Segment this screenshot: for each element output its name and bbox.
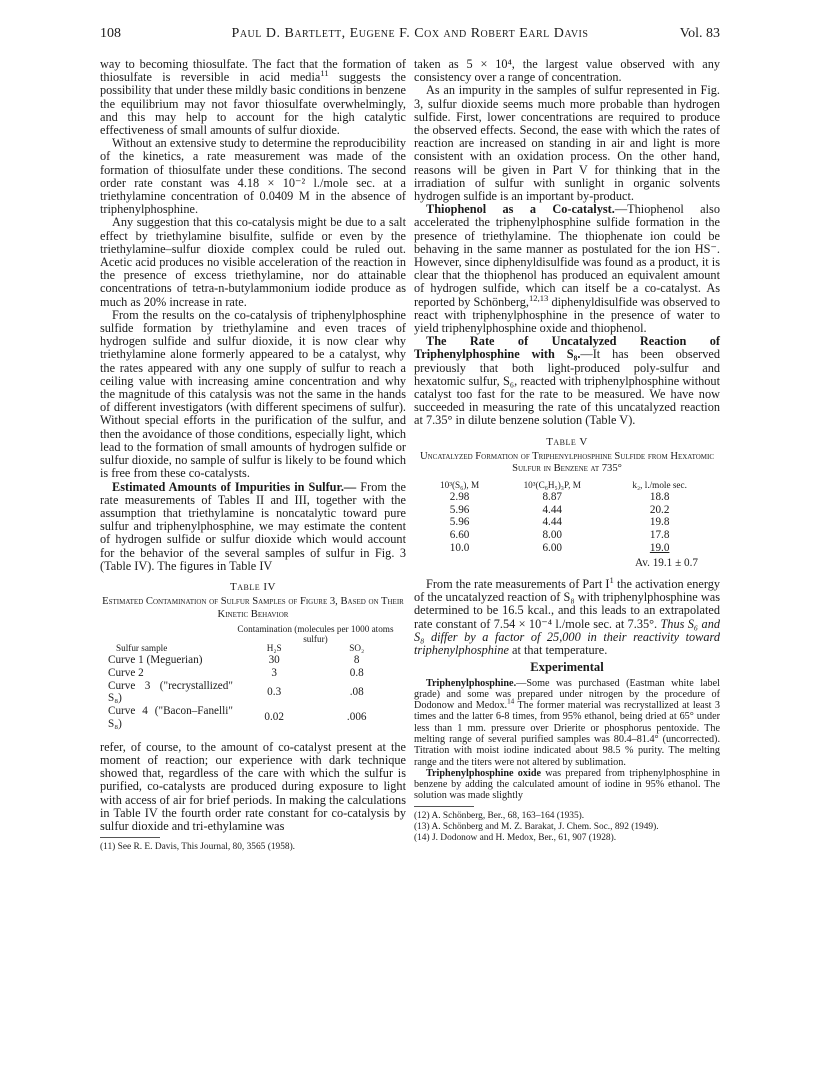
table-header: k₂, l./mole sec. [632, 479, 687, 490]
table-row: 2.98 8.87 18.8 [449, 490, 670, 503]
volume-label: Vol. 83 [679, 26, 720, 41]
footnote-11: (11) See R. E. Davis, This Journal, 80, 3565 (1958). [100, 842, 296, 853]
footnote-14: (14) J. Dodonow and H. Medox, Ber., 61, 907 (1928). [414, 832, 617, 843]
table-label: Table V [546, 435, 588, 448]
paragraph: Any suggestion that this co-catalysis might be due to a salt effect by triethylamine bisulfite, sulfide or even by the triethylamine–sulfur dioxide complex could be ruled out. Acetic acid produces no visible acceleration of the reaction in the presence of excess triethylamine, nor do attainable concentrations of tetra-n-butylammonium iodide produce as much as 20% increase in rate. [100, 215, 406, 309]
paragraph: taken as 5 × 10⁴, the largest value observed with any consistency over a range of concentration. [414, 57, 720, 85]
table-row: 10.0 6.00 19.0 [449, 542, 670, 555]
table-iv [108, 625, 398, 731]
section-heading: Estimated Amounts of Impurities in Sulfur.— [112, 479, 357, 494]
table-row: Curve 1 (Meguerian) 30 8 [108, 653, 360, 666]
paragraph: Without an extensive study to determine the reproducibility of the kinetics, a rate measurement was made of the formation of thiosulfate under these conditions. The second order rate constant was 4.18 × 10⁻² l./mole sec. at a triethylamine concentration of 0.0409 M in the absence of triphenylphosphine. [100, 136, 406, 217]
table-header: SO₂ [349, 643, 365, 654]
paragraph: Thiophenol as a Co-catalyst.—Thiophenol also accelerated the triphenylphosphine sulfide formation in the presence of triethylamine. The thiophenate ion could be behaving in the same manner as postulated for the ion HS⁻. However, since diphenyldisulfide was found as a product, it is clear that the thiophenol has produced an equivalent amount of hydrogen sulfide, which can itself be a co-catalyst. As reported by Schönberg,$^{12,13}$ diphenyldisulfide was observed to react with triphenylphosphine in the presence of water to yield triphenylphosphine oxide and thiophenol. [414, 202, 720, 336]
paragraph: Estimated Amounts of Impurities in Sulfur.— From the rate measurements of Tables II and III, together with the assumption that triethylamine is noncatalytic toward pure sulfur and triphenylphosphine, we may estimate the content of hydrogen sulfide or sulfur dioxide which would account for the behavior of the several samples of sulfur in Fig. 3 (Table IV). The figures in Table IV [100, 479, 406, 573]
footnote-13: (13) A. Schönberg and M. Z. Barakat, J. Chem. Soc., 892 (1949). [414, 821, 659, 832]
table-header: Contamination (molecules per 1000 atoms sulfur) [237, 624, 394, 644]
section-heading: Thiophenol as a Co-catalyst. [426, 202, 615, 217]
paragraph: From the results on the co-catalysis of triphenylphosphine sulfide formation by triethylamine and even traces of hydrogen sulfide and sulfur dioxide, it is now clear why triethylamine alone formerly appeared to be a catalyst, why the rates appeared with any one supply of sulfur to reach a ceiling value with increasing amine concentration and why the magnitude of this catalysis was not the same in the hands of different investigators (with different specimens of sulfur). Without special efforts in the purification of the sulfur, and then the avoidance of those conditions, especially light, which lead to the formation of small amounts of hydrogen sulfide or sulfur dioxide, no sample of sulfur is likely to be found which is free from these co-catalysts. [100, 307, 406, 481]
running-header [100, 26, 720, 46]
table-header: 10³(C₆H₅)₃P, M [523, 479, 581, 490]
table-row: 5.96 4.44 19.8 [449, 516, 670, 529]
reference-mark: 12,13 [528, 292, 549, 303]
paragraph: way to becoming thiosulfate. The fact that the formation of thiosulfate is reversible in acid media$^{11}$ suggests the possibility that under these mildly basic conditions in benzene the equilibrium may not favor thiosulfate overwhelmingly, and this may help to account for the high catalytic effectiveness of small amounts of sulfur dioxide. [100, 57, 406, 138]
reference-mark: 1 [609, 574, 614, 585]
footnote-12: (12) A. Schönberg, Ber., 68, 163–164 (1935). [414, 810, 585, 821]
footnote-divider [414, 806, 474, 807]
table-row: Curve 3 ("recrystallized" S₈) 0.3 .08 [108, 679, 364, 705]
table-label: Table IV [230, 580, 276, 593]
table-row: 5.96 4.44 20.2 [449, 503, 670, 516]
paragraph: From the rate measurements of Part $I^1$ the activation energy of the uncatalyzed reaction of S₈ with triphenylphosphine was determined to be 16.5 kcal., and this leads to an extrapolated rate constant of 7.54 × 10⁻⁴ l./mole sec. at 7.35°. Thus S₆ and S₈ differ by a factor of 25,000 in their reactivity toward triphenylphosphine at that temperature. [414, 574, 721, 658]
paragraph: refer, of course, to the amount of co-catalyst present at the moment of reaction; our experience with dark technique showed that, regardless of the care with which the sulfur is purified, co-catalysts are produced during exposure to light with access of air for brief periods. In making the calculations in Table IV the fourth order rate constant for co-catalysis by sulfur dioxide and tri-ethylamine was [100, 739, 406, 833]
paragraph: Triphenylphosphine.—Some was purchased (Eastman white label grade) and some was prepared under nitrogen by the procedure of Dodonow and Medox.$^{14}$ The former material was recrystallized at least 3 times and the latter 6-8 times, from 95% ethanol, being dried at 65° under less than 1 mm. pressure over Drierite or phosphorus pentoxide. The melting range of several purified samples was 80.4–81.4° (uncorrected). Titration with moist iodine indicated about 98.5 % purity. The melting range and the titers were not altered by sublimation. [414, 677, 720, 768]
reference-mark: 14 [507, 697, 515, 706]
table-header: H₂S [266, 643, 282, 654]
table-average: Av. 19.1 ± 0.7 [634, 556, 698, 569]
left-column [100, 58, 406, 853]
running-authors: Paul D. Bartlett, Eugene F. Cox and Robert Earl Davis [231, 26, 589, 41]
table-title: Estimated Contamination of Sulfur Samples of Figure 3, Based on Their Kinetic Behavior [102, 596, 404, 620]
table-row: Curve 4 ("Bacon–Fanelli" S₈) 0.02 .006 [108, 705, 367, 730]
section-heading: The Rate of Uncatalyzed Reaction of Triphenylphosphine with S₈. [414, 334, 720, 362]
paragraph: As an impurity in the samples of sulfur represented in Fig. 3, sulfur dioxide seems much more probable than hydrogen sulfide. First, lower concentrations are required to produce the observed effects. Second, the ease with which the rates of reaction are increased on standing in air and light is more consistent with an oxidation process. On the other hand, reasons will be given in Part V for thinking that in the irradiation of sulfur with sunlight in organic solvents hydrogen sulfide is an important by-product. [414, 83, 720, 204]
table-header: Sulfur sample [116, 643, 168, 654]
footnote-divider [100, 837, 160, 838]
paragraph: The Rate of Uncatalyzed Reaction of Triphenylphosphine with S₈.—It has been observed previously that both light-produced poly-sulfur and hexatomic sulfur, S₆, reacted with triphenylphosphine without catalyst too fast for the rate to be measured. We have now succeeded in measuring the rate of this uncatalyzed reaction at 7.35° in dilute benzene solution (Table V). [414, 334, 721, 428]
section-heading-experimental: Experimental [530, 660, 604, 675]
table-header: 10³(S₆), M [440, 479, 480, 490]
page-number: 108 [100, 26, 121, 41]
table-v [422, 480, 712, 555]
table-row: Curve 2 3 0.8 [108, 666, 364, 679]
right-column [414, 58, 720, 844]
reference-mark: 11 [320, 68, 329, 79]
paragraph: Triphenylphosphine oxide was prepared from triphenylphosphine in benzene by adding the calculated amount of iodine in 95% ethanol. The solution was made slightly [414, 767, 720, 802]
table-row: 6.60 8.00 17.8 [449, 529, 670, 542]
table-title: Uncatalyzed Formation of Triphenylphosphine Sulfide from Hexatomic Sulfur in Benzene at 735° [419, 450, 715, 475]
